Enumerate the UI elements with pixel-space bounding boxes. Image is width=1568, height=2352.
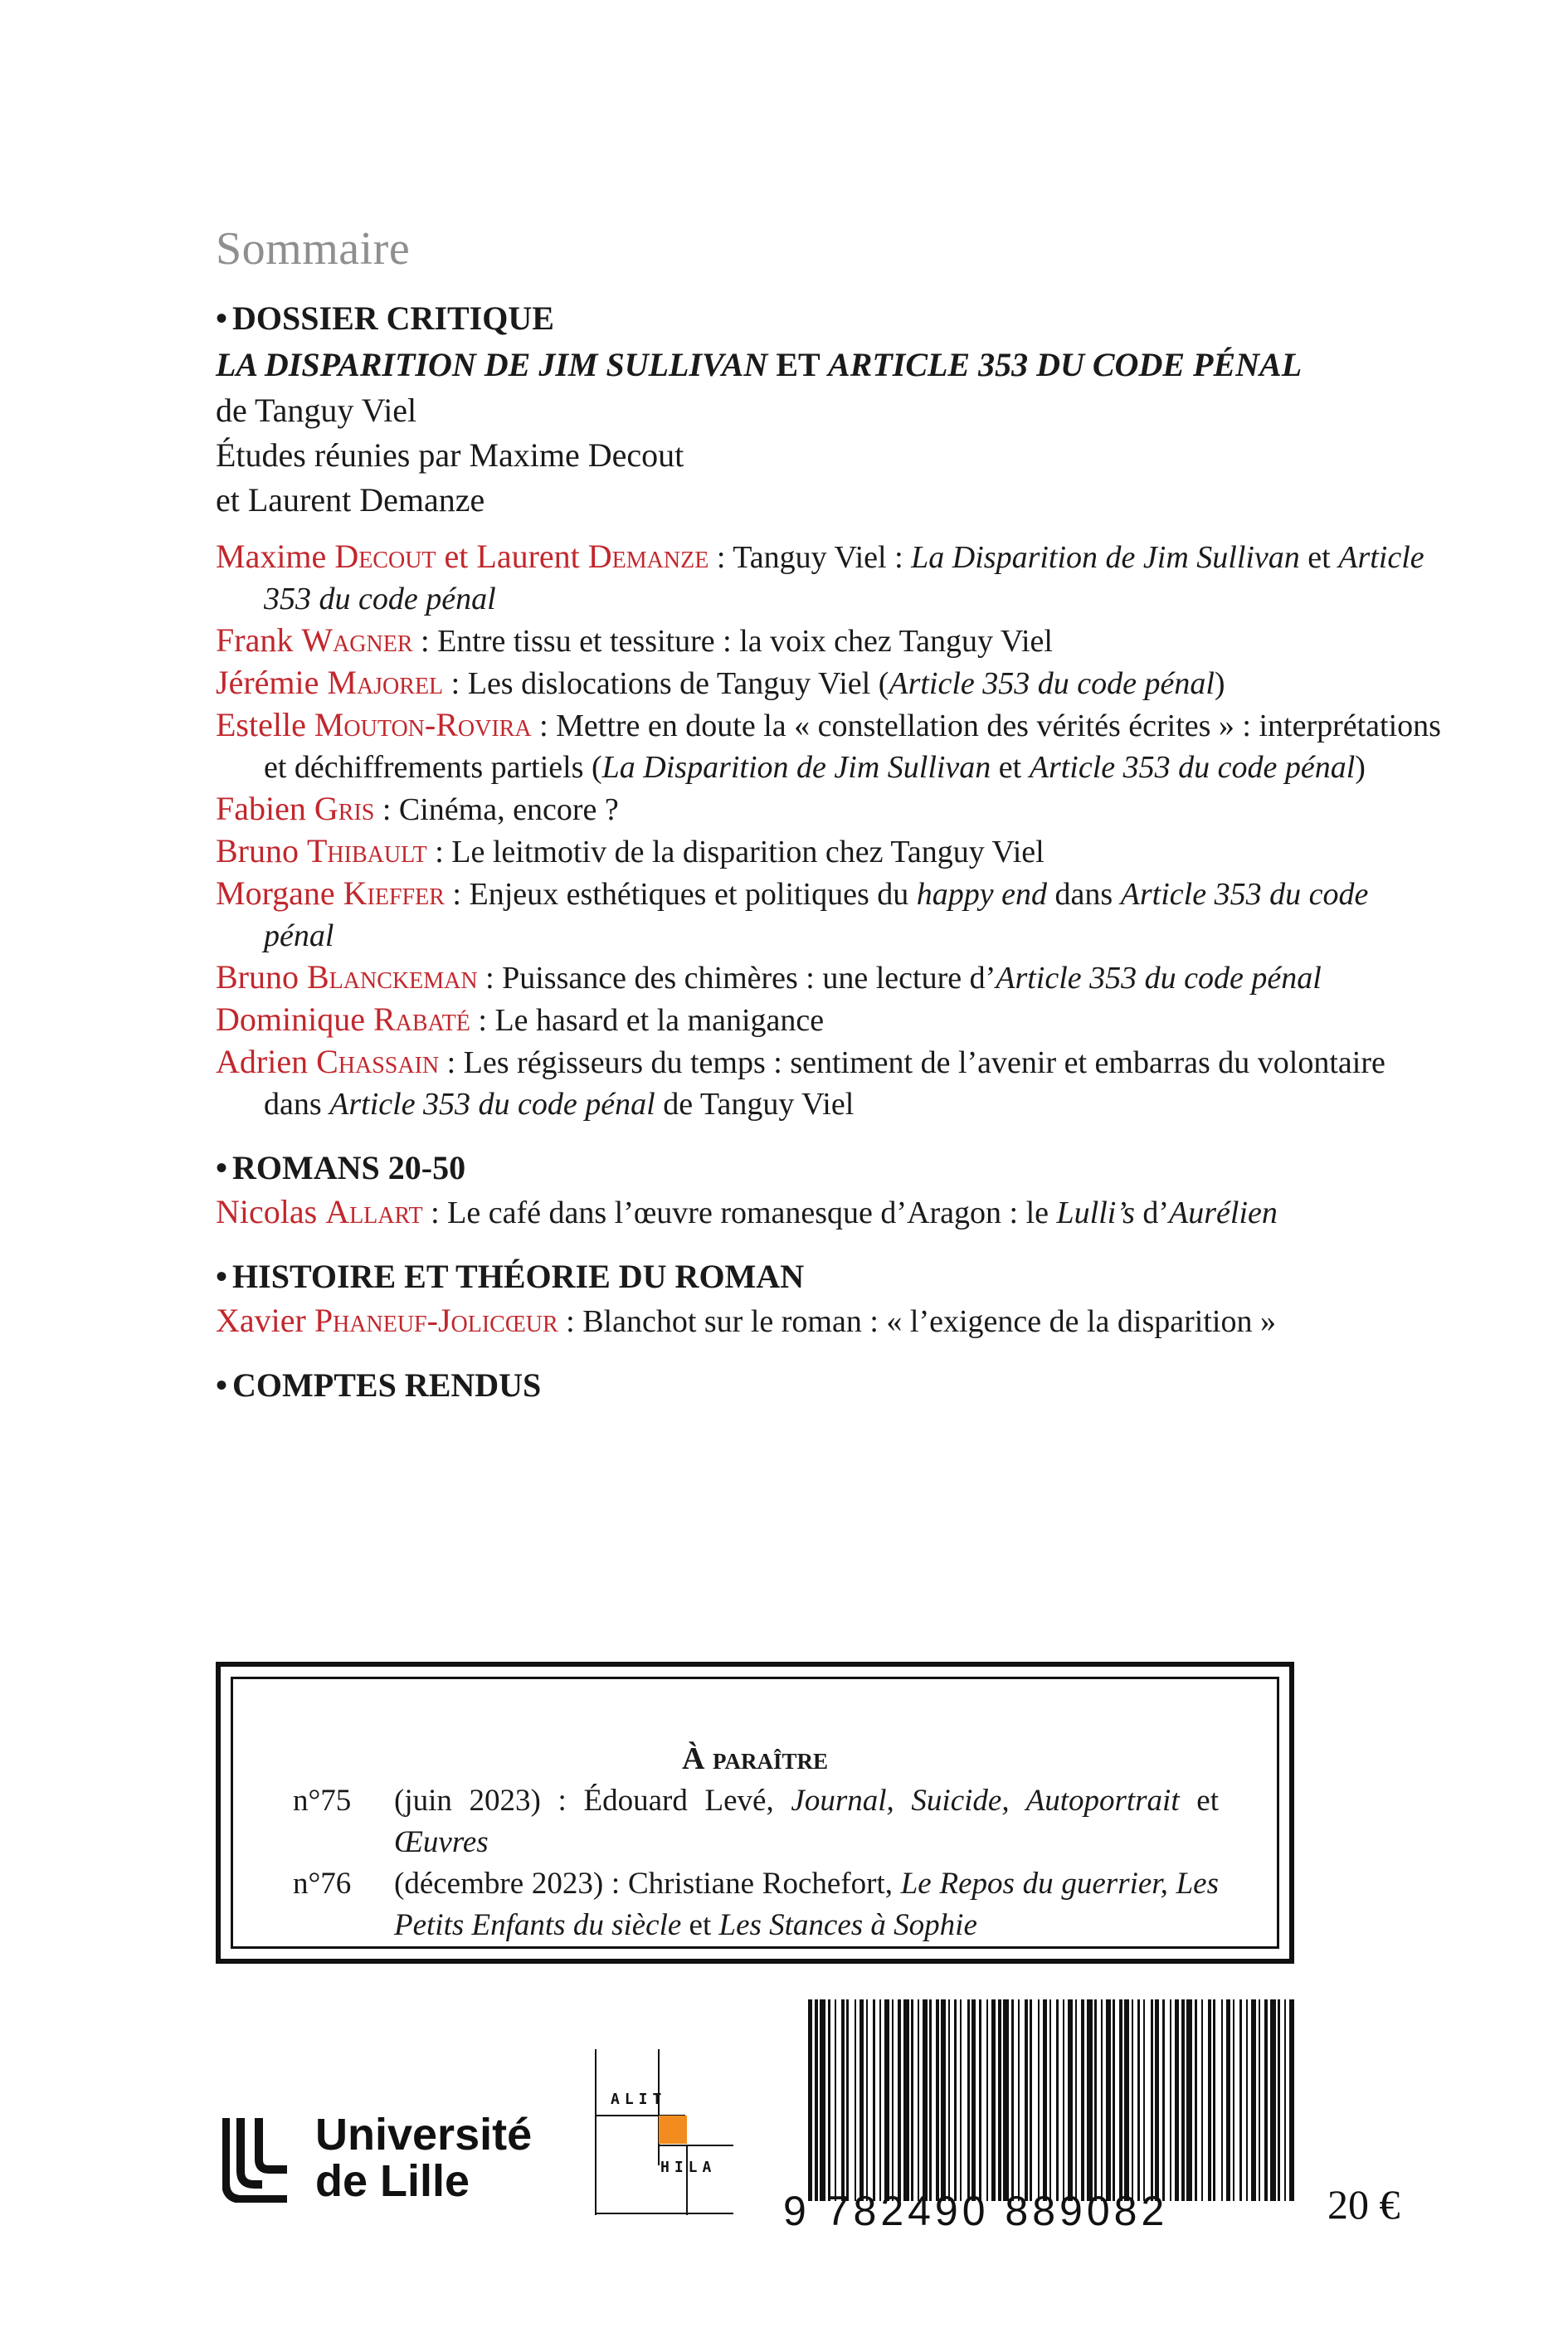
toc-entry: Adrien Chassain : Les régisseurs du temps : sentiment de l’avenir et embarras du volontaire dans Article 353 du code pénal de Tanguy Viel	[216, 1043, 1385, 1122]
isbn-digits: 9 782490 889082	[783, 2188, 1169, 2234]
barcode-bar	[841, 1999, 845, 2201]
barcode-bar	[918, 1999, 919, 2201]
a-paraitre-title: À paraître	[682, 1741, 828, 1776]
entry-author: Estelle Mouton-Rovira	[216, 706, 532, 743]
barcode-bar	[879, 1999, 881, 2201]
barcode-bar	[1239, 1999, 1242, 2201]
barcode-bar	[1246, 1999, 1248, 2201]
barcode-bar	[873, 1999, 875, 2201]
barcode-bar	[1101, 1999, 1103, 2201]
toc-entry: Estelle Mouton-Rovira : Mettre en doute la « constellation des vérités écrites » : interprétations et déchiffrements partiels (La Disparition de Jim Sullivan et Article 353 du code pénal)	[216, 706, 1441, 785]
barcode-bar	[1162, 1999, 1165, 2201]
bullet: •	[216, 1149, 228, 1186]
barcode-bar	[1208, 1999, 1211, 2201]
barcode-bar	[1119, 1999, 1122, 2201]
barcode-bar	[892, 1999, 894, 2201]
isbn-barcode	[805, 1999, 1299, 2201]
dossier-editors: Études réunies par Maxime Decout	[216, 436, 684, 474]
entry-author: Jérémie Majorel	[216, 664, 444, 701]
barcode-bar	[1151, 1999, 1153, 2201]
entry-author: Adrien Chassain	[216, 1043, 440, 1080]
universite-de-lille-logo	[222, 2111, 554, 2219]
barcode-bar	[1251, 1999, 1256, 2201]
toc-entry: Bruno Thibault : Le leitmotiv de la disparition chez Tanguy Viel	[216, 832, 1045, 869]
barcode-bar	[1113, 1999, 1115, 2201]
barcode-bar	[998, 1999, 1001, 2201]
barcode-bar	[898, 1999, 901, 2201]
a-paraitre-inner-frame	[231, 1677, 1279, 1949]
entry-author: Xavier Phaneuf-Jolicœur	[216, 1302, 558, 1339]
entry-author: Bruno Blanckeman	[216, 958, 478, 996]
entry-author: Nicolas Allart	[216, 1193, 423, 1230]
barcode-bar	[1094, 1999, 1097, 2201]
barcode-bar	[835, 1999, 836, 2201]
barcode-bar	[1049, 1999, 1051, 2201]
barcode-bar	[1056, 1999, 1059, 2201]
entry-author: Morgane Kieffer	[216, 874, 445, 912]
barcode-bar	[1170, 1999, 1171, 2201]
page-title: Sommaire	[216, 223, 411, 275]
barcode-bar	[1124, 1999, 1129, 2201]
section-heading-comptes-rendus: • COMPTES RENDUS	[216, 1366, 542, 1404]
barcode-bar	[1233, 1999, 1234, 2201]
barcode-bar	[1030, 1999, 1032, 2201]
toc-entry: Jérémie Majorel : Les dislocations de Tanguy Viel (Article 353 du code pénal)	[216, 664, 1225, 701]
issue-description: (décembre 2023) : Christiane Rochefort, Le Repos du guerrier, Les Petits Enfants du siècle et Les Stances à Sophie	[394, 1867, 1219, 1942]
section-heading-histoire: • HISTOIRE ET THÉORIE DU ROMAN	[216, 1258, 805, 1295]
alit-label: ALIT	[611, 2091, 667, 2108]
alithila-frame-icon	[594, 2049, 735, 2215]
barcode-bar	[846, 1999, 849, 2201]
barcode-bar	[936, 1999, 939, 2201]
barcode-bar	[1284, 1999, 1286, 2201]
barcode-bar	[1137, 1999, 1140, 2201]
barcode-bar	[820, 1999, 825, 2201]
issue-number: n°76	[293, 1867, 352, 1901]
barcode-bar	[1181, 1999, 1185, 2201]
entry-author: Maxime Decout et Laurent Demanze	[216, 538, 709, 575]
entry-author: Frank Wagner	[216, 621, 413, 659]
universite-de-lille-mark-icon	[222, 2118, 289, 2203]
barcode-bar	[1289, 1999, 1294, 2201]
barcode-bar	[960, 1999, 962, 2201]
barcode-bar	[1003, 1999, 1009, 2201]
toc-entry: Nicolas Allart : Le café dans l’œuvre romanesque d’Aragon : le Lulli’s d’Aurélien	[216, 1193, 1278, 1230]
barcode-bar	[923, 1999, 928, 2201]
barcode-bar	[1259, 1999, 1260, 2201]
barcode-bar	[1025, 1999, 1028, 2201]
upcoming-issue	[293, 1780, 1219, 1863]
barcode-bar	[1068, 1999, 1073, 2201]
barcode-bar	[884, 1999, 889, 2201]
issue-description: (juin 2023) : Édouard Levé, Journal, Suicide, Autoportrait et Œuvres	[394, 1784, 1220, 1859]
toc-entry: Dominique Rabaté : Le hasard et la manigance	[216, 1001, 825, 1038]
bullet: •	[216, 1258, 228, 1295]
dossier-title: LA DISPARITION DE JIM SULLIVAN ET ARTICLE 353 DU CODE PÉNAL	[216, 346, 1303, 383]
entry-author: Bruno Thibault	[216, 832, 427, 869]
upcoming-issue	[293, 1863, 1219, 1946]
barcode-bar	[1081, 1999, 1084, 2201]
table-of-contents	[216, 295, 1444, 1409]
toc-entry: Fabien Gris : Cinéma, encore ?	[216, 790, 619, 827]
hila-label: HILA	[660, 2159, 717, 2176]
barcode-bar	[1264, 1999, 1268, 2201]
barcode-bar	[1270, 1999, 1276, 2201]
barcode-bar	[859, 1999, 864, 2201]
barcode-bar	[971, 1999, 976, 2201]
barcode-bar	[1213, 1999, 1215, 2201]
toc-entry: Frank Wagner : Entre tissu et tessiture : la voix chez Tanguy Viel	[216, 621, 1053, 659]
toc-entry: Morgane Kieffer : Enjeux esthétiques et politiques du happy end dans Article 353 du code pénal	[216, 874, 1369, 953]
toc-entry: Xavier Phaneuf-Jolicœur : Blanchot sur le roman : « l’exigence de la disparition »	[216, 1302, 1276, 1339]
barcode-bar	[1175, 1999, 1179, 2201]
bullet: •	[216, 1366, 228, 1404]
barcode-bar	[1226, 1999, 1230, 2201]
barcode-bar	[929, 1999, 932, 2201]
barcode-bar	[1201, 1999, 1203, 2201]
barcode-bar	[1043, 1999, 1047, 2201]
a-paraitre-box	[216, 1662, 1294, 1964]
universite-de-lille-wordmark: Université de Lille	[315, 2110, 533, 2206]
barcode-bar	[903, 1999, 909, 2201]
barcode-bar	[1221, 1999, 1223, 2201]
barcode-bar	[1063, 1999, 1064, 2201]
alithila-logo	[594, 2049, 735, 2215]
barcode-bar	[948, 1999, 950, 2201]
entry-author: Fabien Gris	[216, 790, 375, 827]
barcode-bar	[1011, 1999, 1014, 2201]
barcode-bar	[866, 1999, 868, 2201]
barcode-bar	[1143, 1999, 1145, 2201]
barcode-bar	[1075, 1999, 1077, 2201]
dossier-editors-cont: et Laurent Demanze	[216, 481, 485, 519]
barcode-bar	[979, 1999, 981, 2201]
barcode-bar	[911, 1999, 913, 2201]
barcode-bar	[1278, 1999, 1280, 2201]
barcode-bar	[954, 1999, 957, 2201]
issue-number: n°75	[293, 1784, 352, 1818]
barcode-bar	[815, 1999, 818, 2201]
barcode-bar	[941, 1999, 946, 2201]
barcode-bar	[828, 1999, 830, 2201]
bullet: •	[216, 299, 228, 337]
toc-entry: Bruno Blanckeman : Puissance des chimères : une lecture d’Article 353 du code pénal	[216, 958, 1322, 996]
barcode-bar	[967, 1999, 970, 2201]
barcode-bar	[1155, 1999, 1159, 2201]
barcode-bar	[1106, 1999, 1111, 2201]
barcode-bar	[986, 1999, 988, 2201]
barcode-bar	[808, 1999, 812, 2201]
barcode-bar	[1018, 1999, 1020, 2201]
dossier-author: de Tanguy Viel	[216, 392, 417, 429]
price: 20 €	[1327, 2181, 1400, 2228]
entry-author: Dominique Rabaté	[216, 1001, 470, 1038]
barcode-bar	[1087, 1999, 1093, 2201]
barcode-bar	[1132, 1999, 1133, 2201]
section-heading-romans: • ROMANS 20-50	[216, 1149, 466, 1186]
barcode-bar	[1038, 1999, 1040, 2201]
barcode-bar	[855, 1999, 856, 2201]
barcode-bar	[1195, 1999, 1197, 2201]
toc-entry: Maxime Decout et Laurent Demanze : Tanguy Viel : La Disparition de Jim Sullivan et Article 353 du code pénal	[216, 538, 1424, 616]
barcode-bar	[1186, 1999, 1192, 2201]
barcode-bar	[991, 1999, 996, 2201]
section-heading-dossier: • DOSSIER CRITIQUE	[216, 299, 554, 337]
